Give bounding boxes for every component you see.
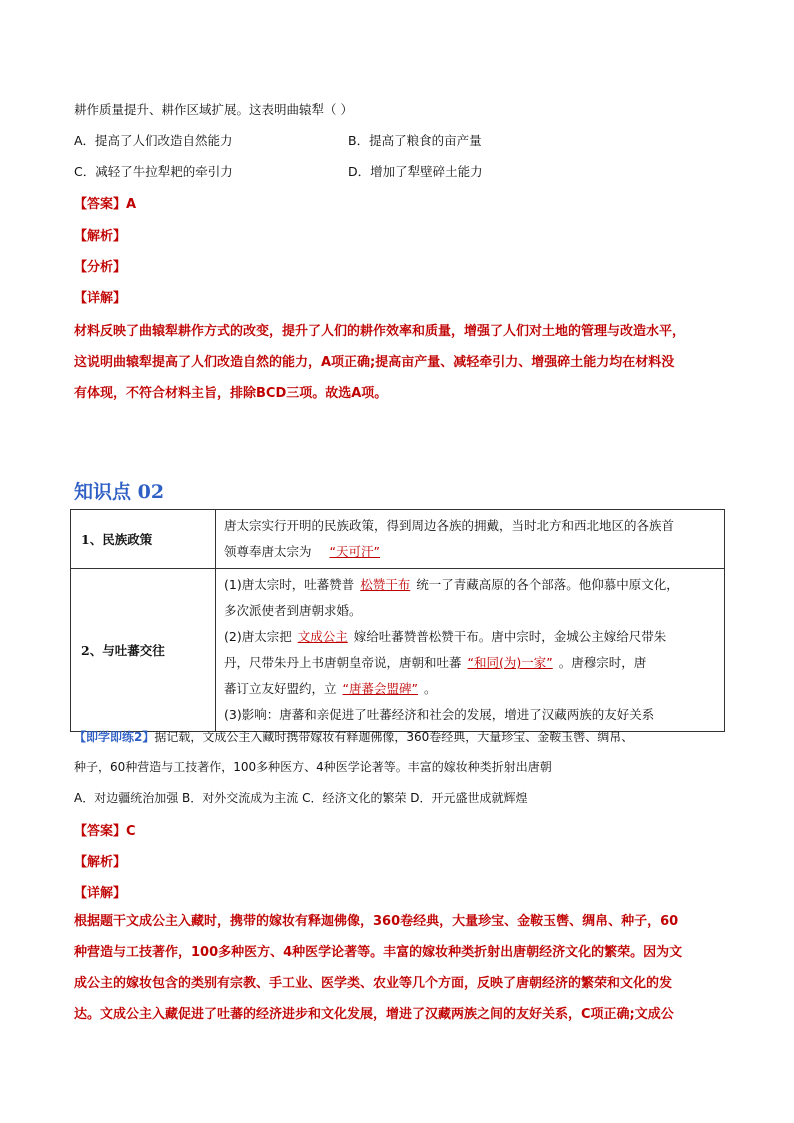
- blank-answer: 文成公主: [297, 629, 348, 644]
- blank-answer: “唐蕃会盟碑”: [342, 681, 418, 696]
- q2-detail-line: 根据题干文成公主入藏时，携带的嫁妆有释迦佛像，360卷经典，大量珍宝、金鞍玉辔、绸帛、种子，60: [74, 914, 679, 929]
- q1-analysis-label: 【解析】: [74, 229, 127, 244]
- q2-detail-line: 达。文成公主入藏促进了吐蕃的经济进步和文化发展，增进了汉藏两族之间的友好关系，C项正确;文成公: [74, 1007, 674, 1022]
- tubo-line: 丹，尺带朱丹上书唐朝皇帝说，唐朝和吐蕃 “和同(为)一家” 。唐穆宗时，唐: [224, 655, 647, 670]
- q1-detail-label: 【详解】: [74, 291, 127, 306]
- q2-answer: 【答案】C: [74, 824, 136, 839]
- q1-fenxi-label: 【分析】: [74, 260, 127, 275]
- table-row: [71, 569, 725, 732]
- policy-line: 唐太宗实行开明的民族政策，得到周边各族的拥戴，当时北方和西北地区的各族首: [224, 518, 675, 533]
- blank-answer: 松赞干布: [360, 577, 411, 592]
- q2-detail-label: 【详解】: [74, 886, 127, 901]
- q1-option-a: A．提高了人们改造自然能力: [74, 133, 233, 148]
- q1-answer: 【答案】A: [74, 197, 137, 212]
- row-label-tubo: 2、与吐蕃交往: [71, 569, 216, 732]
- row-content-policy: [216, 510, 725, 569]
- q2-detail-line: 成公主的嫁妆包含的类别有宗教、手工业、医学类、农业等几个方面，反映了唐朝经济的繁荣和文化的发: [74, 976, 673, 991]
- q1-stem: 耕作质量提升、耕作区域扩展。这表明曲辕犁（ ）: [74, 102, 353, 117]
- row-label-policy: 1、民族政策: [71, 510, 216, 569]
- q1-option-b: B．提高了粮食的亩产量: [348, 133, 482, 148]
- policy-line: 领尊奉唐太宗为 “天可汗”: [224, 539, 716, 565]
- q2-stem-line2: 种子，60种营造与工技著作，100多种医方、4种医学论著等。丰富的嫁妆种类折射出唐朝: [74, 760, 552, 774]
- tubo-line: 蕃订立友好盟约，立 “唐蕃会盟碑” 。: [224, 681, 437, 696]
- q1-option-d: D．增加了犁壁碎土能力: [348, 164, 483, 179]
- q1-detail-line: 有体现，不符合材料主旨，排除BCD三项。故选A项。: [74, 386, 388, 401]
- section-title: 知识点 02: [74, 481, 165, 503]
- tubo-line: 多次派使者到唐朝求婚。: [224, 603, 362, 618]
- tubo-line: (3)影响：唐蕃和亲促进了吐蕃经济和社会的发展，增进了汉藏两族的友好关系: [224, 707, 655, 722]
- q2-options: A．对边疆统治加强 B．对外交流成为主流 C．经济文化的繁荣 D．开元盛世成就辉煌: [74, 791, 528, 805]
- blank-answer: “和同(为)一家”: [467, 655, 553, 670]
- blank-answer: “天可汗”: [329, 544, 380, 559]
- q1-option-c: C．减轻了牛拉犁耙的牵引力: [74, 164, 233, 179]
- table-row: [71, 510, 725, 569]
- q2-detail-line: 种营造与工技著作，100多种医方、4种医学论著等。丰富的嫁妆种类折射出唐朝经济文化的繁荣。因为文: [74, 945, 683, 960]
- q1-detail-text: [74, 316, 724, 409]
- q1-detail-line: 这说明曲辕犁提高了人们改造自然的能力，A项正确;提高亩产量、减轻牵引力、增强碎土能力均在材料没: [74, 355, 675, 370]
- q1-detail-line: 材料反映了曲辕犁耕作方式的改变，提升了人们的耕作效率和质量，增强了人们对土地的管理与改造水平，: [74, 324, 686, 339]
- q2-stem-line1: 【即学即练2】据记载，文成公主入藏时携带嫁妆有释迦佛像，360卷经典，大量珍宝、金鞍玉辔、绸帛、: [74, 730, 634, 744]
- q2-prefix: 【即学即练2】: [74, 730, 155, 744]
- knowledge-table: [70, 509, 725, 732]
- q2-analysis-label: 【解析】: [74, 855, 127, 870]
- q2-detail-text: [74, 906, 724, 1030]
- tubo-line: (2)唐太宗把 文成公主 嫁给吐蕃赞普松赞干布。唐中宗时，金城公主嫁给尺带朱: [224, 629, 667, 644]
- tubo-line: (1)唐太宗时，吐蕃赞普 松赞干布 统一了青藏高原的各个部落。他仰慕中原文化，: [224, 577, 679, 592]
- row-content-tubo: [216, 569, 725, 732]
